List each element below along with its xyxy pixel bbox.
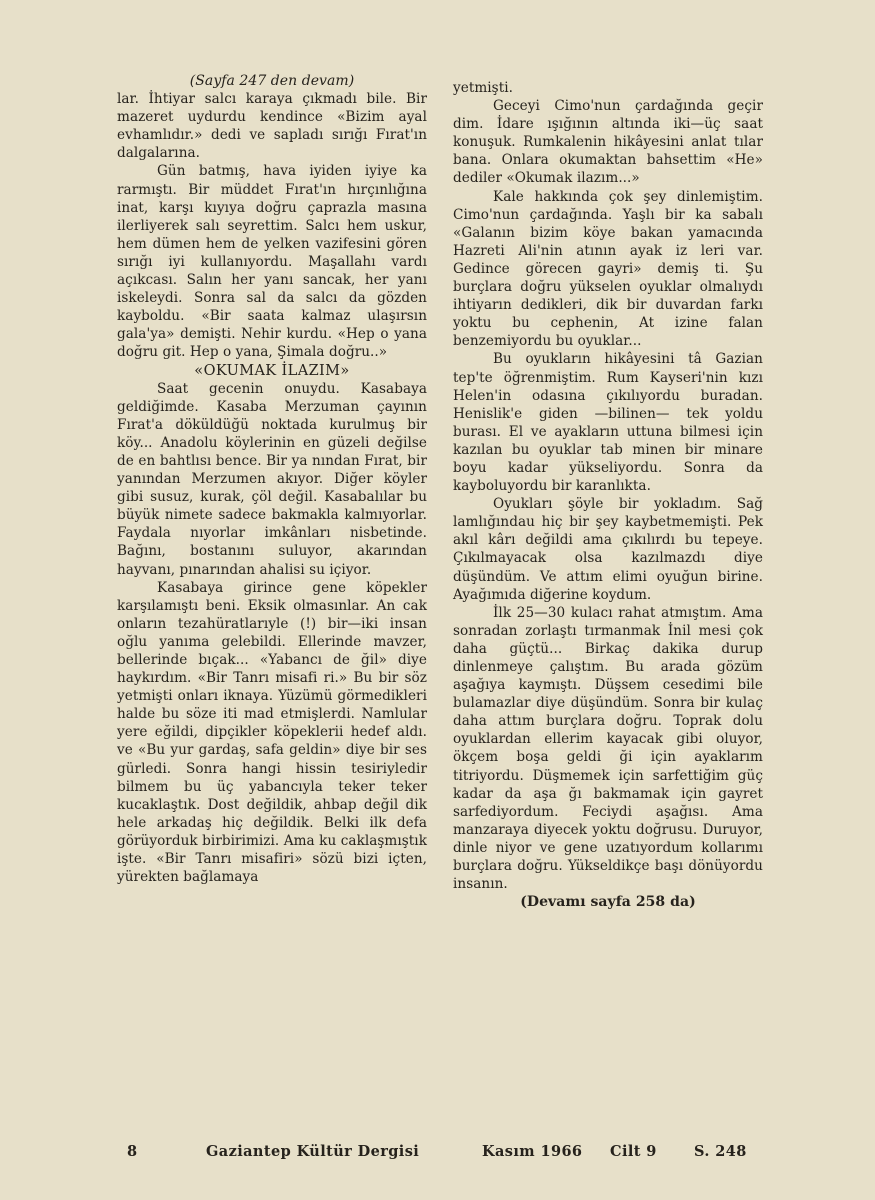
paragraph: Gün batmış, hava iyiden iyiye ka rarmıştı. Bir müddet Fırat'ın hırçınlığına inat, karşı kıyıya doğru çaprazla masına ilerliyerek salı seyrettim. Salcı hem uskur, hem dümen hem de yelken vazifesini gören sırığı iyi kullanıyordu. Maşallahı vardı açıkcası. Salın her yanı sancak, her yanı iskeleydi. Sonra sal da salcı da gözden kayboldu. «Bir saata kalmaz ulaşırsın gala'ya» demişti. Nehir kurdu. «Hep o yana doğru git. Hep o yana, Şimala doğru..» [117,163,427,361]
paragraph: Kasabaya girince gene köpekler karşılamıştı beni. Eksik olmasınlar. An cak onların tezahüratlarıyle (!) bir—iki insan oğlu yanıma gelebildi. Ellerinde mavzer, bellerinde bıçak... «Yabancı de ğil» diye haykırdım. «Bir Tanrı misafi ri.» Bu bir söz yetmişti onları iknaya. Yüzümü görmedikleri halde bu söze iti mad etmişlerdi. Namlular yere eğildi, dipçikler köpeklerii hedef aldı. ve «Bu yur gardaş, safa geldin» diye bir ses gürledi. Sonra hangi hissin tesiriyledir bilmem bu üç yabancıyla teker teker kucaklaştık. Dost değildik, ahbap değil dik hele arkadaş hiç değildik. Belki ilk defa görüyorduk birbirimizi. Ama ku caklaşmıştık işte. «Bir Tanrı misafiri» sözü bizi içten, yürekten bağlamaya [117,579,427,886]
issue-number: S. 248 [694,1143,747,1160]
journal-name: Gaziantep Kültür Dergisi [206,1143,420,1160]
page-number: 8 [127,1143,138,1160]
paragraph: Bu oyukların hikâyesini tâ Gazian tep'te öğrenmiştim. Rum Kayseri'nin kızı Helen'in odasına çıkılıyordu buradan. Henislik'e giden —bilinen— tek yoldu burası. El ve ayakların uttuna bilmesi için kazılan bu oyuklar tab minen bir minare boyu kadar yükseliyordu. Sonra da kayboluyordu bir karanlıkta. [453,351,763,495]
paragraph: yetmişti. [453,80,513,96]
paragraph: lar. İhtiyar salcı karaya çıkmadı bile. Bir mazeret uydurdu kendince «Bizim ayal evhamlıdır.» dedi ve sapladı sırığı Fırat'ın dalgalarına. [117,91,427,162]
paragraph: Oyukları şöyle bir yokladım. Sağ lamlığındau hiç bir şey kaybetmemişti. Pek akıl kârı değildi ama çıkılırdı bu tepeye. Çıkılmayacak olsa kazılmazdı diye düşündüm. Ve attım elimi oyuğun birine. Ayağımıda diğerine koydum. [453,496,763,603]
section-heading: «OKUMAK İLAZIM» [194,362,350,379]
paragraph: Geceyi Cimo'nun çardağında geçir dim. İdare ışığının altında iki—üç saat konuşuk. Rumkalenin hikâyesini anlat tılar bana. Onlara okumaktan bahsettim «He» dediler «Okumak ilazım...» [453,98,763,187]
left-column [117,72,427,886]
continued-on-note: (Devamı sayfa 258 da) [520,894,696,911]
continued-from-note: (Sayfa 247 den devam) [189,73,355,89]
paragraph: Saat gecenin onuydu. Kasabaya geldiğimde. Kasaba Merzuman çayının Fırat'a döküldüğü noktada kurulmuş bir köy... Anadolu köylerinin en güzeli değilse de en bahtlısı bence. Bir ya nından Fırat, bir yanından Merzumen akıyor. Diğer köyler gibi susuz, kurak, çöl değil. Kasabalılar bu büyük nimete sadece bakmakla kalmıyorlar. Faydala nıyorlar imkânları nisbetinde. Bağını, bostanını suluyor, akarından hayvanı, pınarından ahalisi su içiyor. [117,380,427,578]
issue-date: Kasım 1966 [482,1143,583,1160]
paragraph: Kale hakkında çok şey dinlemiştim. Cimo'nun çardağında. Yaşlı bir ka sabalı «Galanın bizim köye bakan yamacında Hazreti Ali'nin atının ayak iz leri var. Gedince görecen gayri» demiş ti. Şu burçlara doğru yükselen oyuklar olmalıydı ihtiyarın dedikleri, dik bir duvardan farkı yoktu bu cephenin, At izine falan benzemiyordu bu oyuklar... [453,188,763,350]
right-column [453,79,763,911]
paragraph: İlk 25—30 kulacı rahat atmıştım. Ama sonradan zorlaştı tırmanmak İnil mesi çok daha güçtü... Birkaç dakika durup dinlenmeye çalıştım. Bu arada gözüm aşağıya kaymıştı. Düşsem cesedimi bile bulamazlar diye düşündüm. Sonra bir kulaç daha attım burçlara doğru. Toprak dolu oyuklardan ellerim kayacak gibi oluyor, ökçem boşa geldi ği için ayaklarım titriyordu. Düşmemek için sarfettiğim güç kadar da aşa ğı bakmamak için gayret sarfediyordum. Feciydi aşağısı. Ama manzaraya diyecek yoktu doğrusu. Duruyor, dinle niyor ve gene uzatıyordum kollarımı burçlara doğru. Yükseldikçe başı dönüyordu insanın. [453,604,763,893]
volume-number: Cilt 9 [610,1143,657,1160]
